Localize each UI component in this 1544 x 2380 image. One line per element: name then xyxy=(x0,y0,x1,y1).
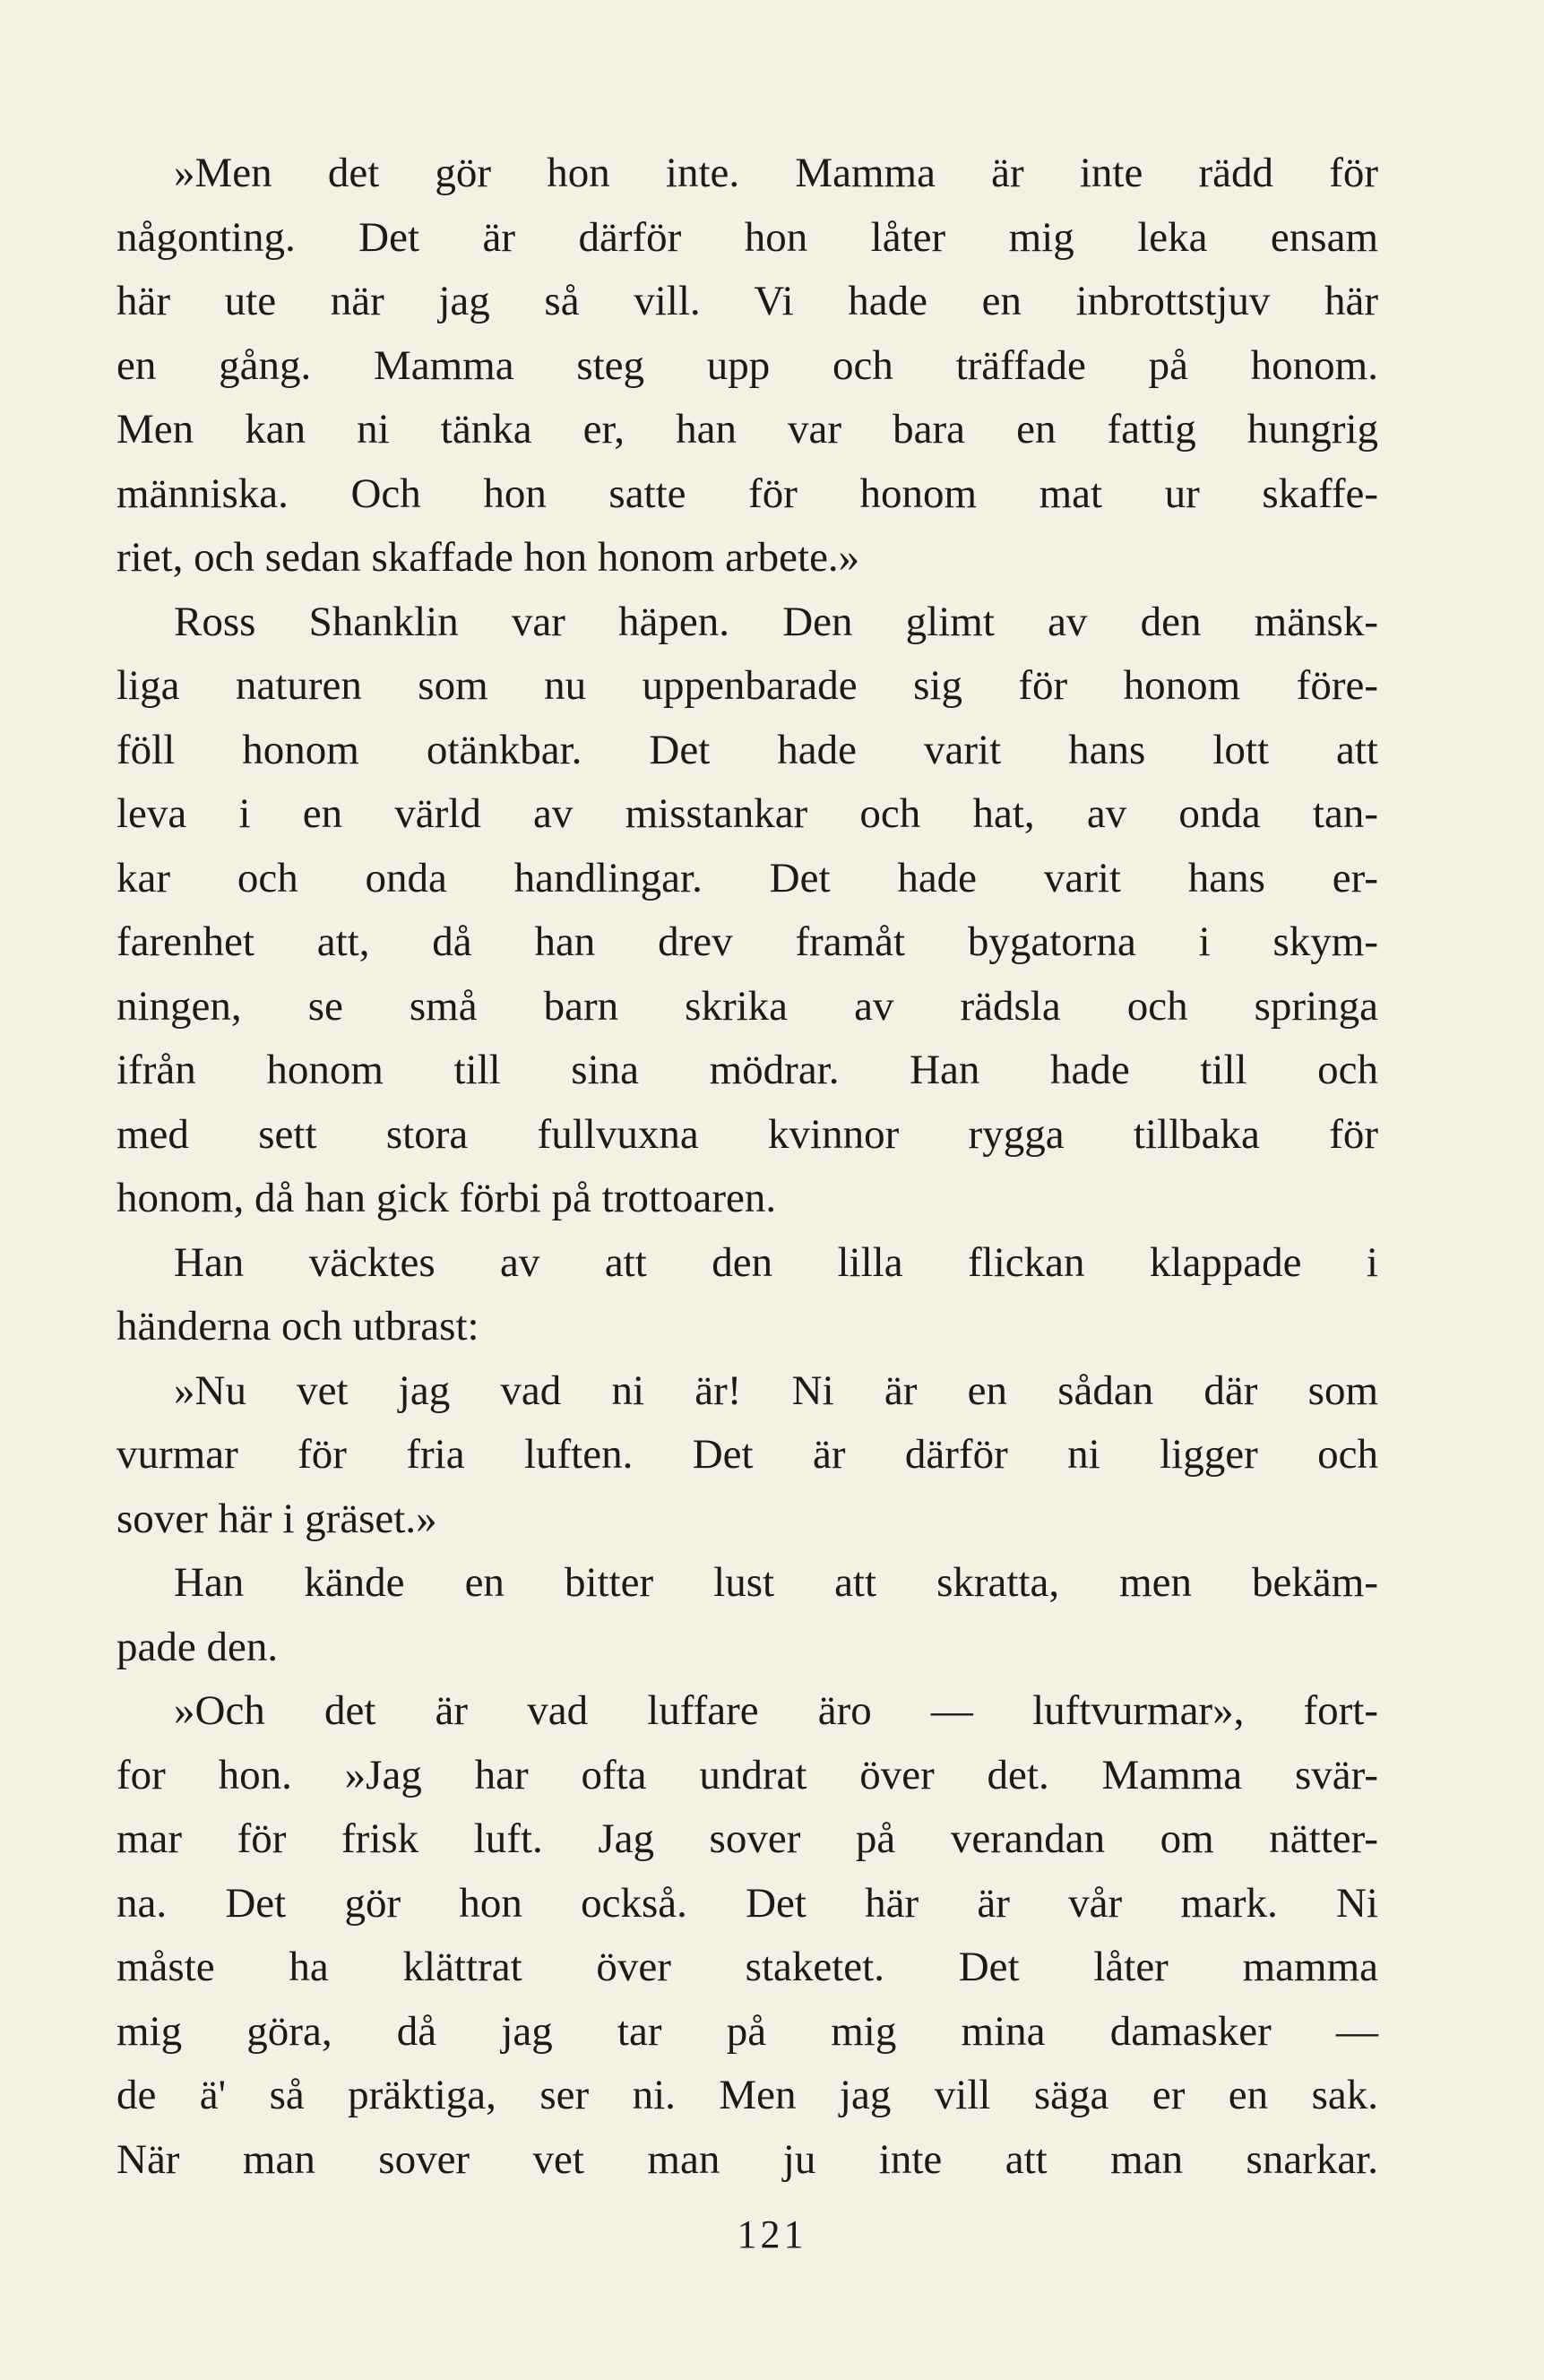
text-line: farenhet att, då han drev framåt bygatorna i skym- xyxy=(116,918,1378,965)
text-line: leva i en värld av misstankar och hat, av onda tan- xyxy=(116,790,1378,837)
text-line: föll honom otänkbar. Det hade varit hans lott att xyxy=(116,726,1378,773)
text-line: människa. Och hon satte för honom mat ur skaffe- xyxy=(116,470,1378,517)
body-text xyxy=(116,142,1378,2192)
page-number: 121 xyxy=(737,2212,807,2256)
text-line: ifrån honom till sina mödrar. Han hade till och xyxy=(116,1047,1378,1093)
text-line: kar och onda handlingar. Det hade varit hans er- xyxy=(116,854,1378,901)
text-line: liga naturen som nu uppenbarade sig för honom före- xyxy=(116,662,1378,709)
text-line: händerna och utbrast: xyxy=(116,1303,479,1350)
text-line: for hon. »Jag har ofta undrat över det. Mamma svär- xyxy=(116,1751,1378,1798)
text-line: måste ha klättrat över staketet. Det låter mamma xyxy=(116,1944,1378,1990)
text-line: vurmar för fria luften. Det är därför ni ligger och xyxy=(116,1431,1378,1478)
text-line: »Och det är vad luffare äro — luftvurmar», fort- xyxy=(174,1687,1378,1734)
text-line: Han väcktes av att den lilla flickan klappade i xyxy=(174,1238,1378,1286)
text-line: riet, och sedan skaffade hon honom arbete.» xyxy=(116,534,860,581)
text-line: na. Det gör hon också. Det här är vår mark. Ni xyxy=(116,1879,1378,1927)
text-line: Han kände en bitter lust att skratta, men bekäm- xyxy=(174,1559,1378,1606)
text-line: sover här i gräset.» xyxy=(116,1495,437,1542)
text-line: ningen, se små barn skrika av rädsla och springa xyxy=(116,982,1378,1030)
text-line: honom, då han gick förbi på trottoaren. xyxy=(116,1175,777,1221)
text-line: någonting. Det är därför hon låter mig leka ensam xyxy=(116,213,1378,261)
text-line: »Men det gör hon inte. Mamma är inte rädd för xyxy=(174,150,1378,196)
text-line: mar för frisk luft. Jag sover på verandan om nätter- xyxy=(116,1815,1378,1862)
text-line: en gång. Mamma steg upp och träffade på honom. xyxy=(116,341,1378,389)
text-line: mig göra, då jag tar på mig mina damasker — xyxy=(116,2007,1378,2055)
text-line: här ute när jag så vill. Vi hade en inbrottstjuv här xyxy=(116,278,1378,324)
text-line: pade den. xyxy=(116,1623,279,1670)
text-line: Men kan ni tänka er, han var bara en fattig hungrig xyxy=(116,406,1378,453)
text-line: Ross Shanklin var häpen. Den glimt av den mänsk- xyxy=(174,598,1378,645)
text-line: När man sover vet man ju inte att man snarkar. xyxy=(116,2135,1378,2183)
text-line: de ä' så präktiga, ser ni. Men jag vill säga er en sak. xyxy=(116,2072,1378,2118)
text-line: med sett stora fullvuxna kvinnor rygga tillbaka för xyxy=(116,1110,1378,1158)
text-line: »Nu vet jag vad ni är! Ni är en sådan där som xyxy=(174,1367,1378,1414)
